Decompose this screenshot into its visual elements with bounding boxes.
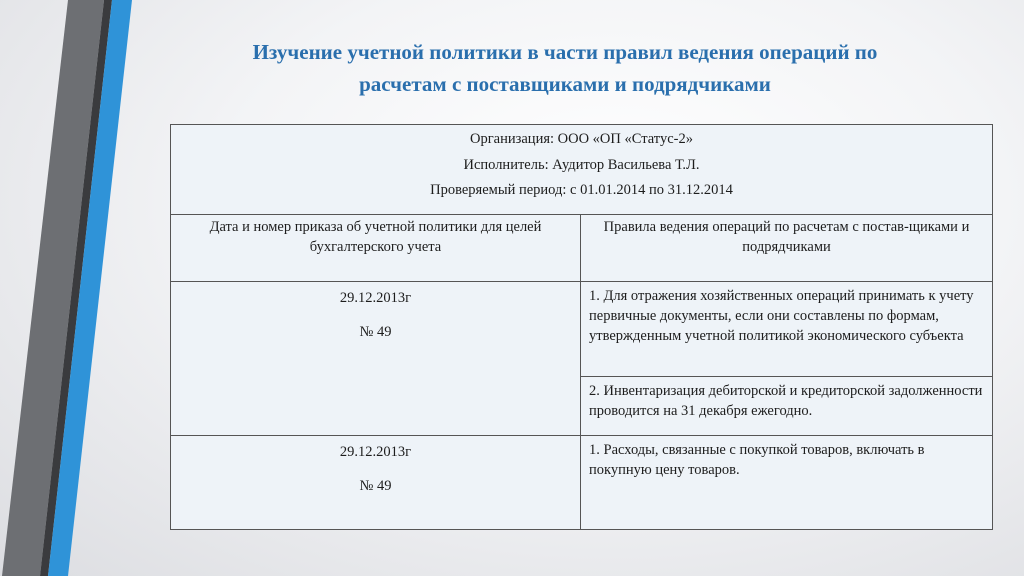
period-text: Проверяемый период: с 01.01.2014 по 31.12.2014 — [430, 182, 733, 198]
order-number: № 49 — [359, 324, 392, 340]
order-number: № 49 — [359, 478, 392, 494]
order-cell — [171, 436, 581, 530]
order-date: 29.12.2013г — [339, 290, 412, 306]
rule-cell: 2. Инвентаризация дебиторской и кредиторской задолженности проводится на 31 декабря ежегодно. — [581, 377, 993, 436]
executor-text: Исполнитель: Аудитор Васильева Т.Л. — [463, 156, 700, 173]
table-row — [171, 282, 993, 377]
table-row — [171, 436, 993, 530]
decorative-stripes — [0, 0, 140, 576]
rule-cell: 1. Для отражения хозяйственных операций принимать к учету первичные документы, если они составлены по формам, утвержденным учетной политикой экономического субъекта — [581, 282, 993, 377]
organization-text: Организация: ООО «ОП «Статус-2» — [470, 131, 693, 147]
order-cell — [171, 282, 581, 436]
slide-title-line1: Изучение учетной политики в части правил ведения операций по — [252, 40, 878, 64]
column-header-order: Дата и номер приказа об учетной политики для целей бухгалтерского учета — [171, 215, 581, 282]
rule-cell: 1. Расходы, связанные с покупкой товаров, включать в покупную цену товаров. — [581, 436, 993, 530]
column-header-rules: Правила ведения операций по расчетам с постав-щиками и подрядчиками — [581, 215, 993, 282]
slide-title-line2: расчетам с поставщиками и подрядчиками — [359, 72, 771, 96]
table-header-info — [171, 125, 993, 215]
order-date: 29.12.2013г — [339, 444, 412, 460]
audit-table — [170, 124, 993, 530]
slide-title — [170, 36, 960, 100]
